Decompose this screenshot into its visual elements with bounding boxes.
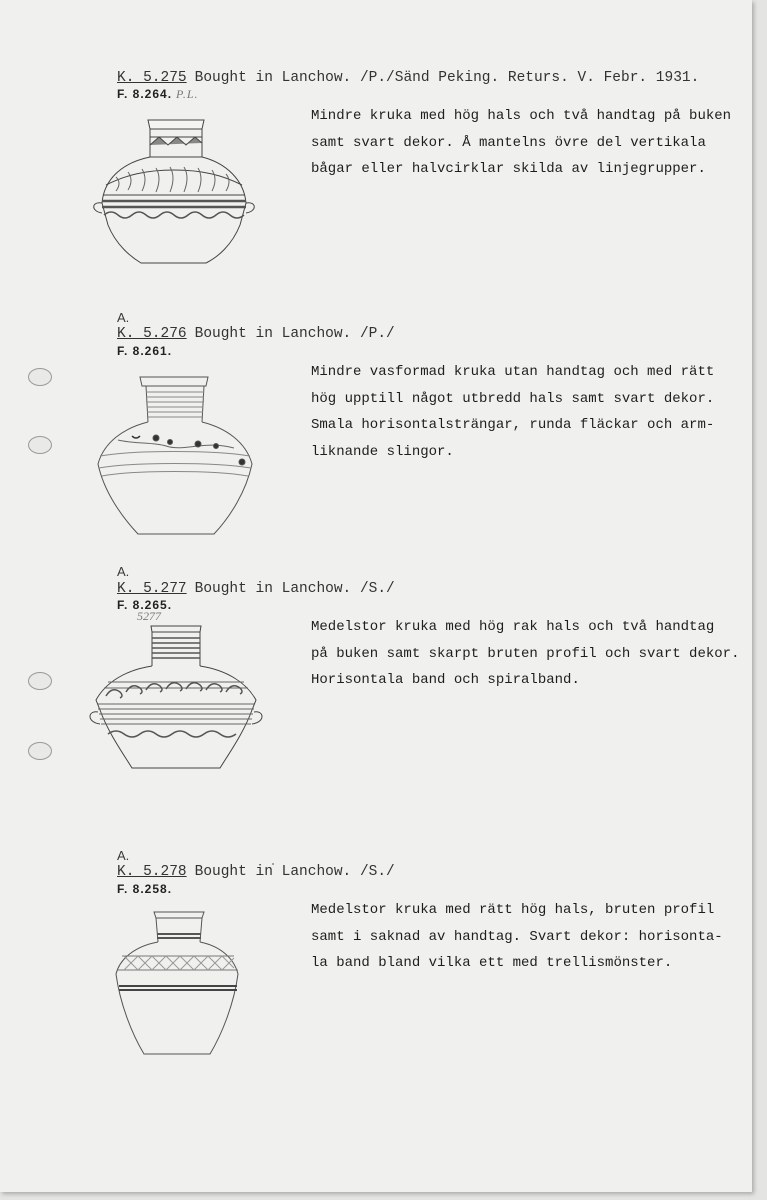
catalogue-heading [117,581,395,597]
catalogue-heading [117,864,395,880]
vase-drawing-3 [86,622,266,772]
f-number: F. 8.264. [117,87,173,101]
description-line: Mindre kruka med hög hals och två handtag på buken [311,108,732,124]
description-line: samt svart dekor. Å mantelns övre del vertikala [311,134,706,151]
a-mark: A. [117,564,130,579]
provenance-text: Bought in Lanchow. /S./ [194,581,395,597]
description-line: på buken samt skarpt bruten profil och svart dekor. [311,645,740,662]
catalogue-heading [117,326,395,342]
description [311,614,739,694]
pencil-note: 5277 [137,609,161,623]
description [311,897,723,977]
f-number-line [117,882,176,897]
punch-hole [28,672,52,690]
f-number-line [117,87,199,102]
description-line: bågar eller halvcirklar skilda av linjegrupper. [311,161,706,177]
k-number: K. 5.275 [117,70,187,86]
description-line: samt i saknad av handtag. Svart dekor: horisonta- [311,928,723,945]
description-line: Medelstor kruka med hög rak hals och två handtag [311,619,715,635]
a-mark: A. [117,310,130,325]
description-line: hög upptill något utbredd hals samt svart dekor. [311,390,715,407]
a-mark: A. [117,848,130,863]
f-number: F. 8.258. [117,882,173,896]
description [311,103,731,183]
k-number: K. 5.276 [117,326,187,342]
description [311,359,714,465]
provenance-text: Bought in Lanchow. /S./ [194,864,395,880]
k-number: K. 5.277 [117,581,187,597]
provenance-text: Bought in Lanchow. /P./Sänd Peking. Returs. V. Febr. 1931. [194,70,700,86]
catalogue-heading [117,70,699,86]
provenance-text: Bought in Lanchow. /P./ [194,326,395,342]
description-line: Medelstor kruka med rätt hög hals, bruten profil [311,902,715,918]
f-number: F. 8.261. [117,344,173,358]
k-number: K. 5.278 [117,864,187,880]
punch-hole [28,368,52,386]
f-number: F. 8.265. [117,598,173,612]
vase-drawing-1 [86,115,262,267]
description-line: la band bland vilka ett med trellismönster. [311,955,673,971]
pencil-note: P.L. [176,87,199,101]
description-line: Mindre vasformad kruka utan handtag och med rätt [311,364,715,380]
punch-hole [28,436,52,454]
description-line: Horisontala band och spiralband. [311,672,580,688]
vase-drawing-4 [110,908,242,1058]
vase-drawing-2 [94,372,258,538]
description-line: liknande slingor. [311,443,454,460]
punch-hole [28,742,52,760]
description-line: Smala horisontalsträngar, runda fläckar och arm- [311,417,715,433]
f-number-line [117,344,176,359]
